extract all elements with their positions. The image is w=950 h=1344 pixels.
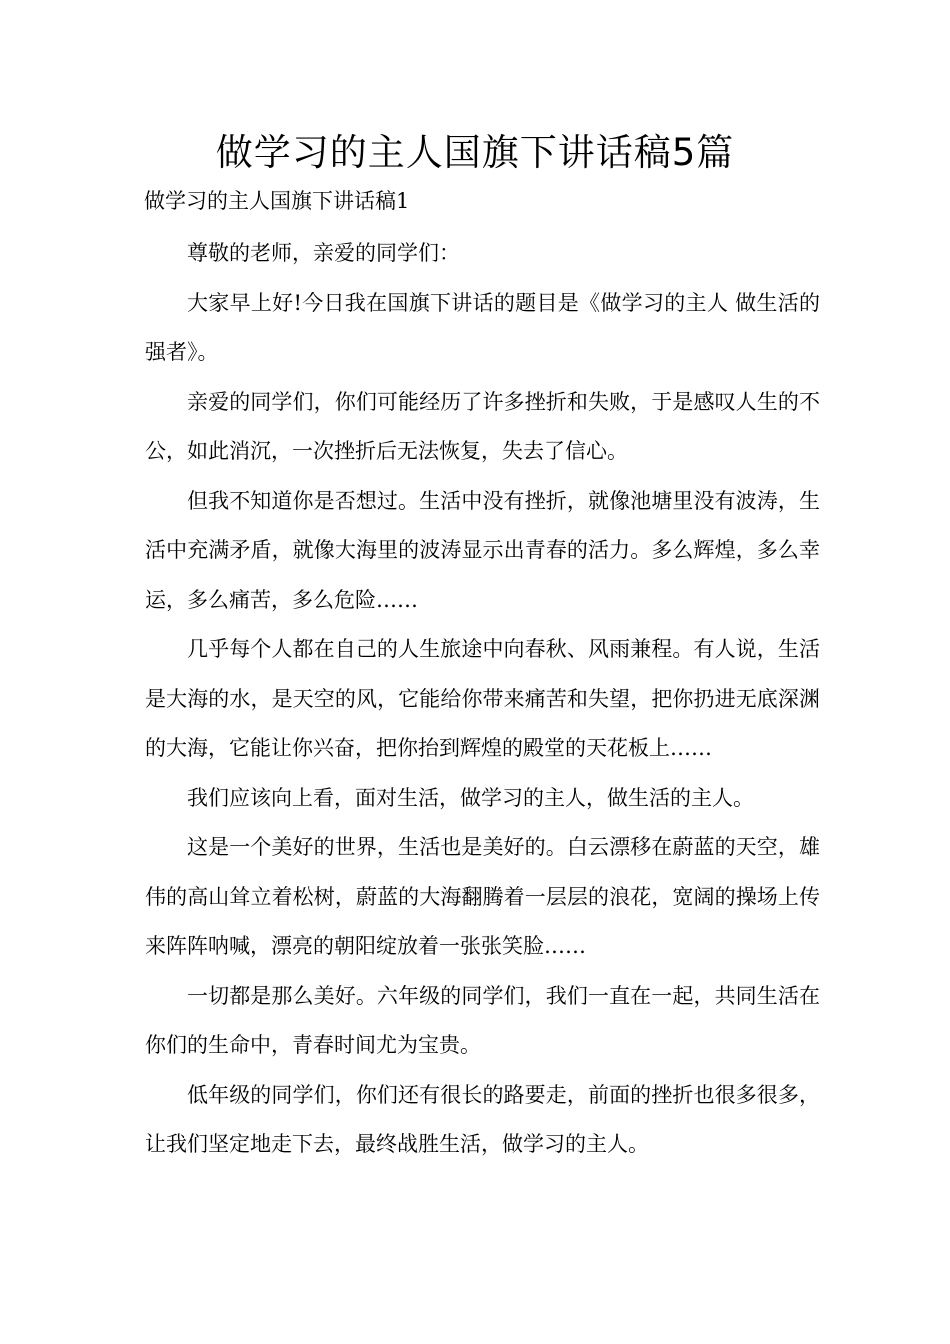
paragraph: 低年级的同学们，你们还有很长的路要走，前面的挫折也很多很多，让我们坚定地走下去，最终战胜生活，做学习的主人。	[145, 1082, 820, 1156]
section-heading: 做学习的主人国旗下讲话稿1	[144, 189, 410, 213]
document-body	[145, 229, 820, 1170]
paragraph: 我们应该向上看，面对生活，做学习的主人，做生活的主人。	[187, 785, 754, 810]
paragraph: 一切都是那么美好。六年级的同学们，我们一直在一起，共同生活在你们的生命中，青春时间尤为宝贵。	[145, 983, 820, 1057]
paragraph: 大家早上好!今日我在国旗下讲话的题目是《做学习的主人 做生活的强者》。	[145, 290, 820, 364]
paragraph: 亲爱的同学们，你们可能经历了许多挫折和失败，于是感叹人生的不公，如此消沉，一次挫折后无法恢复，失去了信心。	[145, 389, 820, 463]
paragraph: 这是一个美好的世界，生活也是美好的。白云漂移在蔚蓝的天空，雄伟的高山耸立着松树，蔚蓝的大海翻腾着一层层的浪花，宽阔的操场上传来阵阵呐喊，漂亮的朝阳绽放着一张张笑脸……	[145, 835, 820, 958]
paragraph: 几乎每个人都在自己的人生旅途中向春秋、风雨兼程。有人说，生活是大海的水，是天空的风，它能给你带来痛苦和失望，把你扔进无底深渊的大海，它能让你兴奋，把你抬到辉煌的殿堂的天花板上……	[145, 637, 820, 760]
document-title: 做学习的主人国旗下讲话稿5篇	[215, 131, 735, 174]
paragraph-greeting: 尊敬的老师，亲爱的同学们：	[187, 241, 460, 265]
paragraph: 但我不知道你是否想过。生活中没有挫折，就像池塘里没有波涛，生活中充满矛盾，就像大海里的波涛显示出青春的活力。多么辉煌，多么幸运，多么痛苦，多么危险……	[145, 488, 820, 612]
